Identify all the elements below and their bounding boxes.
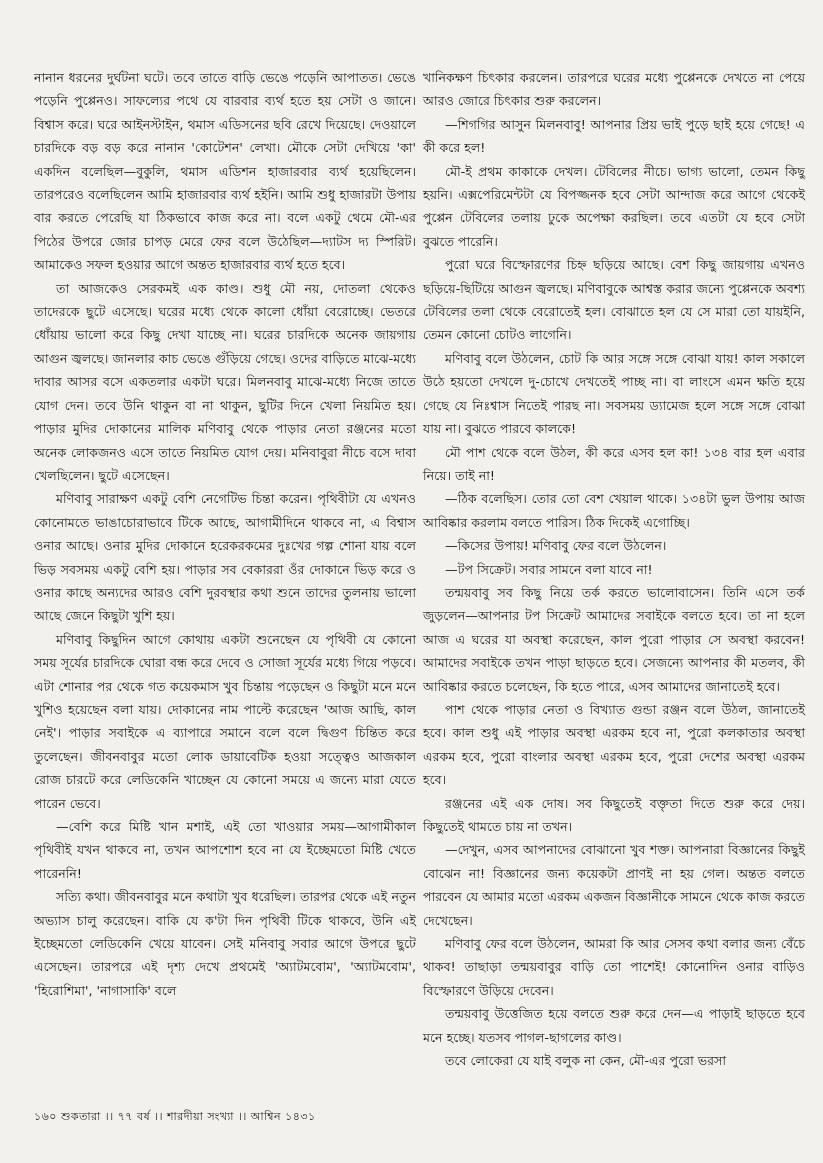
right-text-column [423, 66, 805, 1072]
paragraph: —শিগগির আসুন মিলনবাবু! আপনার প্রিয় ভাই পুড়ে ছাই হয়ে গেছে! এ কী করে হল! [423, 116, 805, 156]
paragraph: মণিবাবু ফের বলে উঠলেন, আমরা কি আর সেসব কথা বলার জন্য বেঁচে থাকব! তাছাড়া তন্ময়বাবুর বাড়ি তো পাশেই! কোনোদিন ওনার বাড়িও বিস্ফোরণে উড়িয়ে দেবেন। [423, 936, 805, 998]
paragraph: মণিবাবু কিছুদিন আগে কোথায় একটা শুনেছেন যে পৃথিবী যে কোনো সময় সূর্যের চারদিকে ঘোরা বন্ধ করে দেবে ও সোজা সূর্যের মধ্যে গিয়ে পড়বে। এটা শোনার পর থেকে গত কয়েকমাস খুব চিন্তায় পড়েছেন ও কিছুটা মনে মনে খুশিও হয়েছেন বলা যায়। দোকানের নাম পাল্টে করেছেন 'আজ আছি, কাল নেই'। পাড়ার সবাইকে এ ব্যাপারে সমানে বলে বলে দ্বিগুণ চিন্তিত করে তুলেছেন। জীবনবাবুর মতো লোক ডায়াবেটিক হওয়া সত্ত্বেও আজকাল রোজ চারটে করে লেডিকেনি খাচ্ছেন যে কোনো সময়ে এ জন্যে মারা যেতে পারেন ভেবে। [34, 631, 416, 811]
paragraph: —ঠিক বলেছিস। তোর তো বেশ খেয়াল থাকে। ১৩৪টা ভুল উপায় আজ আবিষ্কার করলাম বলতে পারিস। ঠিক দিকেই এগোচ্ছি। [423, 491, 805, 530]
paragraph: মণিবাবু বলে উঠলেন, চোট কি আর সঙ্গে সঙ্গে বোঝা যায়! কাল সকালে উঠে হয়তো দেখলে দু-চোখে দেখতেই পাচ্ছ না। বা লাংসে এমন ক্ষতি হয়ে গেছে যে নিঃশ্বাস নিতেই পারছ না। সবসময় ড্যামেজ হলে সঙ্গে সঙ্গে বোঝা যায় না। বুঝতে পারবে কালকে! [423, 350, 805, 437]
left-text-column [34, 66, 416, 1002]
page-footer: ১৬০ শুকতারা ।। ৭৭ বর্ষ ।। শারদীয়া সংখ্যা ।। আশ্বিন ১৪৩১ [34, 1110, 316, 1123]
paragraph: সত্যি কথা। জীবনবাবুর মনে কথাটা খুব ধরেছিল। তারপর থেকে এই নতুন অভ্যাস চালু করেছেন। বাকি যে ক'টা দিন পৃথিবী টিকে থাকবে, উনি এই ইচ্ছেমতো লেডিকেনি খেয়ে যাবেন। সেই মনিবাবু সবার আগে উপরে ছুটে এসেছেন। তারপরে এই দৃশ্য দেখে প্রথমেই 'অ্যাটমবোম', 'অ্যাটমবোম', 'হিরোশিমা', 'নাগাসাকি' বলে [34, 889, 416, 998]
paragraph: পুরো ঘরে বিস্ফোরণের চিহ্ন ছড়িয়ে আছে। বেশ কিছু জায়গায় এখনও ছড়িয়ে-ছিটিয়ে আগুন জ্বলছে। মণিবাবুকে আশ্বস্ত করার জন্যে পুপ্পেনকে অবশ্য টেবিলের তলা থেকে বেরোতেই হল। বোঝাতে হল যে সে মারা তো যায়ইনি, তেমন কোনো চোটও লাগেনি। [423, 257, 805, 343]
paragraph: —বেশি করে মিষ্টি খান মশাই, এই তো খাওয়ার সময়—আগামীকাল পৃথিবীই যখন থাকবে না, তখন আপশোশ হবে না যে ইচ্ছেমতো মিষ্টি খেতে পারেননি! [34, 819, 416, 881]
paragraph: —টপ সিক্রেট। সবার সামনে বলা যাবে না! [445, 561, 653, 577]
paragraph: পাশ থেকে পাড়ার নেতা ও বিখ্যাত গুন্ডা রঞ্জন বলে উঠল, জানাতেই হবে। কাল শুধু এই পাড়ার অবস্থা এরকম হবে না, পুরো কলকাতার অবস্থা এরকম হবে, পুরো বাংলার অবস্থা এরকম হবে, পুরো দেশের অবস্থা এরকম হবে। [423, 701, 805, 788]
paragraph: নানান ধরনের দুর্ঘটনা ঘটে। তবে তাতে বাড়ি ভেঙে পড়েনি আপাতত। ভেঙে পড়েনি পুপ্পেনও। সাফল্যের পথে যে বারবার ব্যর্থ হতে হয় সেটা ও জানে। বিশ্বাস করে। ঘরে আইনস্টাইন, থমাস এডিসনের ছবি রেখে দিয়েছে। দেওয়ালে চারদিকে বড় বড় করে নানান 'কোটেশন' লেখা। মৌকে সেটা দেখিয়ে 'কা' একদিন বলেছিল—বুকুলি, থমাস এডিশন হাজারবার ব্যর্থ হয়েছিলেন। তারপরেও বলেছিলেন আমি হাজারবার ব্যর্থ হইনি। আমি শুধু হাজারটা উপায় বার করতে পেরেছি যা ঠিকভাবে কাজ করে না। বলে একটু থেমে মৌ-এর পিঠের উপরে জোর চাপড় মেরে ফের বলে উঠেছিল—দ্যাটস দ্য স্পিরিট। আমাকেও সফল হওয়ার আগে অন্তত হাজারবার ব্যর্থ হতে হবে। [34, 70, 416, 273]
paragraph: —কিসের উপায়! মণিবাবু ফের বলে উঠলেন। [445, 538, 667, 554]
paragraph: রঞ্জনের এই এক দোষ। সব কিছুতেই বক্তৃতা দিতে শুরু করে দেয়। কিছুতেই থামতে চায় না তখন। [423, 795, 805, 834]
paragraph: মৌ-ই প্রথম কাকাকে দেখল। টেবিলের নীচে। ভাগ্য ভালো, তেমন কিছু হয়নি। এক্সপেরিমেন্টটা যে বিপজ্জনক হবে সেটা আন্দাজ করে আগে থেকেই পুপ্পেন টেবিলের তলায় ঢুকে অপেক্ষা করছিল। তবে এতটা যে হবে সেটা বুঝতে পারেনি। [423, 163, 805, 249]
paragraph: তা আজকেও সেরকমই এক কাণ্ড। শুধু মৌ নয়, দোতলা থেকেও তাদেরকে ছুটে এসেছে। ঘরের মধ্যে থেকে কালো ধোঁয়া বেরোচ্ছে। ভেতরে ধোঁয়ায় ভালো করে কিছু দেখা যাচ্ছে না। ঘরের চারদিকে অনেক জায়গায় আগুন জ্বলছে। জানলার কাচ ভেঙে গুঁড়িয়ে গেছে। ওদের বাড়িতে মাঝে-মধ্যে দাবার আসর বসে একতলার একটা ঘরে। মিলনবাবু মাঝে-মধ্যে নিজে তাতে যোগ দেন। তবে উনি থাকুন বা না থাকুন, ছুটির দিনে খেলা নিয়মিত হয়। পাড়ার মুদির দোকানের মালিক মণিবাবু থেকে পাড়ার নেতা রঞ্জনের মতো অনেক লোকজনও এসে তাতে নিয়মিত যোগ দেয়। মনিবাবুরা নীচে বসে দাবা খেলছিলেন। ছুটে এসেছেন। [34, 280, 416, 483]
paragraph: খানিকক্ষণ চিৎকার করলেন। তারপরে ঘরের মধ্যে পুপ্পেনকে দেখতে না পেয়ে আরও জোরে চিৎকার শুরু করলেন। [423, 70, 805, 109]
paragraph: তন্ময়বাবু উত্তেজিত হয়ে বলতে শুরু করে দেন—এ পাড়াই ছাড়তে হবে মনে হচ্ছে। যতসব পাগল-ছাগলের কাণ্ড। [423, 1006, 805, 1045]
paragraph: —দেখুন, এসব আপনাদের বোঝানো খুব শক্ত। আপনারা বিজ্ঞানের কিছুই বোঝেন না! বিজ্ঞানের জন্য কয়েকটা প্রাণই না হয় গেল। অন্তত বলতে পারবেন যে আমার মতো এরকম একজন বিজ্ঞানীকে সামনে থেকে কাজ করতে দেখেছেন। [423, 842, 805, 928]
paragraph: মণিবাবু সারাক্ষণ একটু বেশি নেগেটিভ চিন্তা করেন। পৃথিবীটা যে এখনও কোনোমতে ভাঙাচোরাভাবে টিকে আছে, আগামীদিনে থাকবে না, এ বিশ্বাস ওনার আছে। ওনার মুদির দোকানে হরেকরকমের দুঃখের গল্প শোনা যায় বলে ভিড় সবসময় একটু বেশি হয়। পাড়ার সব বেকাররা ওঁর দোকানে ভিড় করে ও ওনার কাছে অন্যদের আরও বেশি দুরবস্থার কথা শুনে তাদের তুলনায় ভালো আছে জেনে কিছুটা খুশি হয়। [34, 491, 416, 624]
paragraph: তবে লোকেরা যে যাই বলুক না কেন, মৌ-এর পুরো ভরসা [445, 1053, 727, 1069]
paragraph: মৌ পাশ থেকে বলে উঠল, কী করে এসব হল কা! ১৩৪ বার হল এবার নিয়ে। তাই না! [423, 444, 805, 483]
paragraph: তন্ময়বাবু সব কিছু নিয়ে তর্ক করতে ভালোবাসেন। তিনি এসে তর্ক জুড়লেন—আপনার টপ সিক্রেট আমাদের সবাইকে বলতে হবে। তা না হলে আজ এ ঘরের যা অবস্থা করেছেন, কাল পুরো পাড়ার সে অবস্থা করবেন! আমাদের সবাইকে তখন পাড়া ছাড়তে হবে। সেজন্যে আপনার কী মতলব, কী আবিষ্কার করতে চলেছেন, কি হতে পারে, এসব আমাদের জানাতেই হবে। [423, 584, 805, 694]
